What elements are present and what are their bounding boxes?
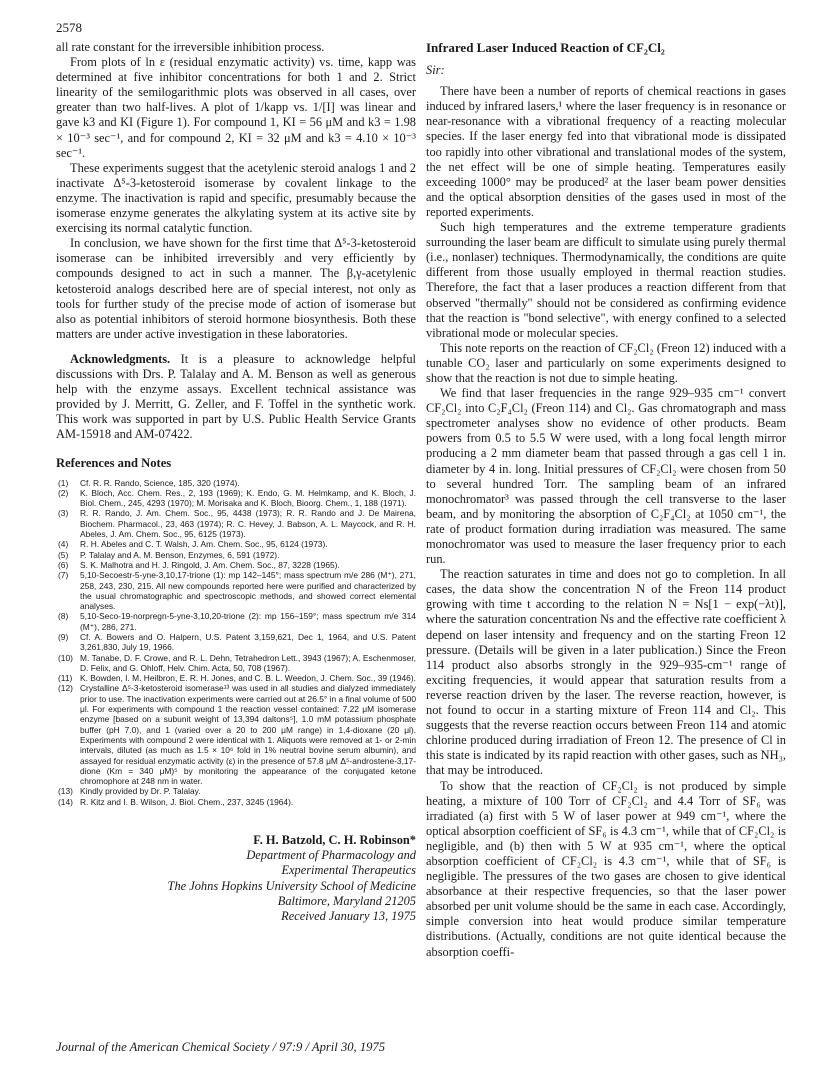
reference-item xyxy=(56,478,416,488)
reference-text: R. H. Abeles and C. T. Walsh, J. Am. Chem. Soc., 95, 6124 (1973). xyxy=(80,539,328,550)
reference-number: (3) xyxy=(58,508,69,519)
authors: F. H. Batzold, C. H. Robinson* xyxy=(253,833,416,848)
reference-number: (4) xyxy=(58,539,69,550)
reference-text: 5,10-Seco-19-norpregn-5-yne-3,10,20-trione (2): mp 156–159°; mass spectrum m/e 314 (M⁺), 286, 271. xyxy=(80,611,416,632)
reference-text: Cf. R. R. Rando, Science, 185, 320 (1974). xyxy=(80,477,240,488)
reference-item xyxy=(56,786,416,796)
references-list xyxy=(56,478,416,808)
reference-text: K. Bloch, Acc. Chem. Res., 2, 193 (1969); K. Endo, G. M. Helmkamp, and K. Bloch, J. Biol. Chem., 245, 4293 (1970); M. Morisaka and K. Bloch, Bioorg. Chem., 1, 188 (1971). xyxy=(80,487,416,509)
reference-number: (2) xyxy=(58,487,69,498)
reference-item xyxy=(56,653,416,674)
affiliation-line: Experimental Therapeutics xyxy=(281,863,416,878)
body-paragraph: In conclusion, we have shown for the first time that Δ⁵-3-ketosteroid isomerase can be inhibited irreversibly and very efficiently by compounds designed to act in such a manner. The β,γ-acetylenic ketosteroid analogs described here are of special interest, not only as tools for further study of the precise mode of action of isomerase but also as potential inhibitors of steroid hormone biosynthesis. Both these matters are under active investigation in these laboratories. xyxy=(56,236,416,341)
right-column xyxy=(426,40,786,960)
body-paragraph: all rate constant for the irreversible inhibition process. xyxy=(56,40,325,54)
affiliation-line: Baltimore, Maryland 21205 xyxy=(277,893,416,908)
reference-number: (10) xyxy=(58,652,73,663)
reference-number: (13) xyxy=(58,786,73,797)
references-heading: References and Notes xyxy=(56,456,172,471)
reference-number: (8) xyxy=(58,611,69,622)
body-paragraph: These experiments suggest that the acetylenic steroid analogs 1 and 2 inactivate Δ⁵-3-ketosteroid isomerase by covalent linkage to the enzyme. The inactivation is rapid and specific, presumably because the isomerase enzyme generates the alkylating system at its active site by exercising its normal catalytic function. xyxy=(56,160,416,236)
reference-number: (5) xyxy=(58,549,69,560)
body-paragraph: From plots of ln ε (residual enzymatic activity) vs. time, kapp was determined at five inhibitor concentrations for both 1 and 2. Strict linearity of the semilogarithmic plots was observed in all cases, over greater than two half-lives. A plot of 1/kapp vs. 1/[I] was linear and gave k3 and KI (Figure 1). For compound 1, KI = 56 μM and k3 = 1.98 × 10⁻³ sec⁻¹, and for compound 2, KI = 32 μM and k3 = 4.10 × 10⁻³ sec⁻¹. xyxy=(56,55,416,160)
reference-text: K. Bowden, I. M. Heilbron, E. R. H. Jones, and C. B. L. Weedon, J. Chem. Soc., 39 (1946). xyxy=(80,673,416,684)
article-title: Infrared Laser Induced Reaction of CF₂Cl₂ xyxy=(426,40,665,55)
reference-text: M. Tanabe, D. F. Crowe, and R. L. Dehn, Tetrahedron Lett., 3943 (1967); A. Eschenmoser, D. Felix, and G. Ohloff, Helv. Chim. Acta, 50, 708 (1967). xyxy=(80,652,416,673)
reference-item xyxy=(56,673,416,683)
reference-item xyxy=(56,539,416,549)
reference-number: (7) xyxy=(58,570,69,581)
reference-text: Kindly provided by Dr. P. Talalay. xyxy=(80,786,201,797)
reference-number: (12) xyxy=(58,683,73,694)
reference-number: (9) xyxy=(58,631,69,642)
reference-item xyxy=(56,550,416,560)
reference-item xyxy=(56,488,416,509)
reference-number: (1) xyxy=(58,477,69,488)
body-paragraph: Such high temperatures and the extreme temperature gradients surrounding the laser beam are difficult to simulate using purely thermal (i.e., nonlaser) techniques. Thermodynamically, the conditions are quite different from those usually employed in thermal reaction studies. Therefore, the fact that a laser produces a reaction different from that observed "thermally" should not be considered as confirming evidence that the reaction is "bond selective", with energy confined to a selected vibrational mode or molecular species. xyxy=(426,220,786,340)
reference-item xyxy=(56,570,416,611)
reference-item xyxy=(56,508,416,539)
acknowledgments-text: It is a pleasure to acknowledge helpful discussions with Drs. P. Talalay and A. M. Benson as well as generous help with the enzyme assays. Excellent technical assistance was provided by J. Merritt, G. Zeller, and F. Toffel in the synthetic work. This work was supported in part by U.S. Public Health Service Grants AM-15918 and AM-07422. xyxy=(56,351,416,442)
reference-text: R. Kitz and I. B. Wilson, J. Biol. Chem., 237, 3245 (1964). xyxy=(80,796,294,807)
reference-text: 5,10-Secoestr-5-yne-3,10,17-trione (1): mp 142–145°; mass spectrum m/e 286 (M⁺), 271, 258, 243, 230, 215. All new compounds reported here were purified and characterized by the usual chromatographic and spectroscopic methods, and showed correct elemental analyses. xyxy=(80,570,416,612)
body-paragraph: We find that laser frequencies in the range 929–935 cm⁻¹ convert CF₂Cl₂ into C₂F₄Cl₂ (Freon 114) and Cl₂. Gas chromatograph and mass spectrometer analyses show no evidence of other products. Beam powers from 0.5 to 5.5 W were used, with a long focal length mirror producing a 2 mm diameter beam that passed through a gas cell 1 in. diameter by 4 in. long. Initial pressures of CF₂Cl₂ were chosen from 50 to several hundred Torr. The sampling beam of an infrared monochromator³ was passed through the cell transverse to the laser beam, and by monitoring the absorption of C₂F₄Cl₂ at 1050 cm⁻¹, the rate of product formation during irradiation was measured. The same monochromator was used to measure the laser frequency prior to each run. xyxy=(426,386,786,567)
journal-footer: Journal of the American Chemical Society / 97:9 / April 30, 1975 xyxy=(56,1040,386,1054)
affiliation-line: Department of Pharmacology and xyxy=(246,848,416,863)
reference-text: P. Talalay and A. M. Benson, Enzymes, 6, 591 (1972). xyxy=(80,549,280,560)
body-paragraph: To show that the reaction of CF₂Cl₂ is not produced by simple heating, a mixture of 100 Torr of CF₂Cl₂ and 4.4 Torr of SF₆ was irradiated (a) first with 5 W of laser power at 949 cm⁻¹, where the optical absorption coefficient of SF₆ is 4.3 cm⁻¹, while that of CF₂Cl₂ is negligible, and (b) then with 5 W at 935 cm⁻¹, where the optical absorption coefficient of CF₂Cl₂ is 4.3 cm⁻¹, while that of SF₆ is negligible. The pressures of the two gases are chosen to give identical absorbance at their respective frequencies, so that the laser power absorbed per unit volume should be the same in each case. Accordingly, simple conversion into heat would produce similar temperature distributions. (Actually, conditions are not quite identical because the absorption coeffi- xyxy=(426,778,786,959)
received-date: Received January 13, 1975 xyxy=(281,908,416,923)
acknowledgments-label: Acknowledgments. xyxy=(70,351,171,366)
reference-number: (14) xyxy=(58,796,73,807)
affiliation-line: The Johns Hopkins University School of Medicine xyxy=(167,878,416,893)
reference-text: Crystalline Δ⁵-3-ketosteroid isomerase¹³ was used in all studies and dialyzed immediately prior to use. The inactivation experiments were carried out at 26.5° in a final volume of 500 μl. For experiments with compound 1 the reaction vessel contained: 7.22 μM isomerase enzyme [based on a subunit weight of 13,394 daltons⁵], 1.0 mM potassium phosphate buffer (pH 7.0), and 1 (varied over a 20 to 200 μM range) in 1,4-dioxane (20 μl). Experiments with compound 2 were identical with 1. Aliquots were removed at 1- or 2-min intervals, diluted (as much as 1.5 × 10⁶ fold in 1% neutral bovine serum albumin), and assayed for residual enzymatic activity (ε) in the presence of 57.8 μM Δ⁵-androstene-3,17-dione (Km = 340 μM)⁵ by monitoring the appearance of the conjugated ketone chromophore at 248 nm in water. xyxy=(80,683,416,787)
body-paragraph: This note reports on the reaction of CF₂Cl₂ (Freon 12) induced with a tunable CO₂ laser and particularly on some experiments designed to show that the reaction is not due to simple heating. xyxy=(426,340,786,385)
left-column xyxy=(56,40,416,924)
reference-item xyxy=(56,797,416,807)
reference-text: S. K. Malhotra and H. J. Ringold, J. Am. Chem. Soc., 87, 3228 (1965). xyxy=(80,559,340,570)
page-number: 2578 xyxy=(56,20,82,35)
body-paragraph: There have been a number of reports of chemical reactions in gases induced by infrared lasers,¹ where the laser frequency is in resonance or near-resonance with a vibrational frequency of a reacting molecular species. If the laser energy fed into that vibrational mode is dissipated too rapidly into other vibrational and translational modes of the system, the net effect will be one of simple heating. Temperatures easily exceeding 1000° may be produced² at the laser beam power densities and the optical absorption densities of the gases used in most of the reported experiments. xyxy=(426,84,786,219)
reference-text: R. R. Rando, J. Am. Chem. Soc., 95, 4438 (1973); R. R. Rando and J. De Mairena, Biochem. Pharmacol., 23, 463 (1974); R. C. Hevey, J. Babson, A. L. Maycock, and R. H. Abeles, J. Am. Chem. Soc., 95, 6125 (1973). xyxy=(80,508,416,540)
body-paragraph: The reaction saturates in time and does not go to completion. In all cases, the data show the concentration N of the Freon 114 product growing with time t according to the relation N = Ns[1 − exp(−λt)], where the saturation concentration Ns and the effective rate coefficient λ depend on laser intensity and frequency and on the starting Freon 12 pressure. (Details will be given in a later publication.) Since the Freon 114 product also absorbs strongly in the 929–935-cm⁻¹ range of exciting frequencies, it would appear that saturation results from a reverse reaction driven by the laser. The reverse reaction, however, is not found to occur in a starting mixture of Freon 114 and Cl₂. This suggests that the reverse reaction occurs between Freon 114 and atomic chlorine produced during irradiation of Freon 12. The presence of Cl in this state is indicated by its rapid reaction with other gases, such as NH₃, that may be introduced. xyxy=(426,567,786,778)
reference-number: (6) xyxy=(58,559,69,570)
reference-number: (11) xyxy=(58,673,73,684)
reference-item xyxy=(56,611,416,632)
salutation: Sir: xyxy=(426,63,445,78)
reference-text: Cf. A. Bowers and O. Halpern, U.S. Patent 3,159,621, Dec 1, 1964, and U.S. Patent 3,261,830, July 19, 1966. xyxy=(80,631,416,653)
reference-item xyxy=(56,683,416,786)
reference-item xyxy=(56,560,416,570)
acknowledgments xyxy=(56,352,416,443)
reference-item xyxy=(56,632,416,653)
